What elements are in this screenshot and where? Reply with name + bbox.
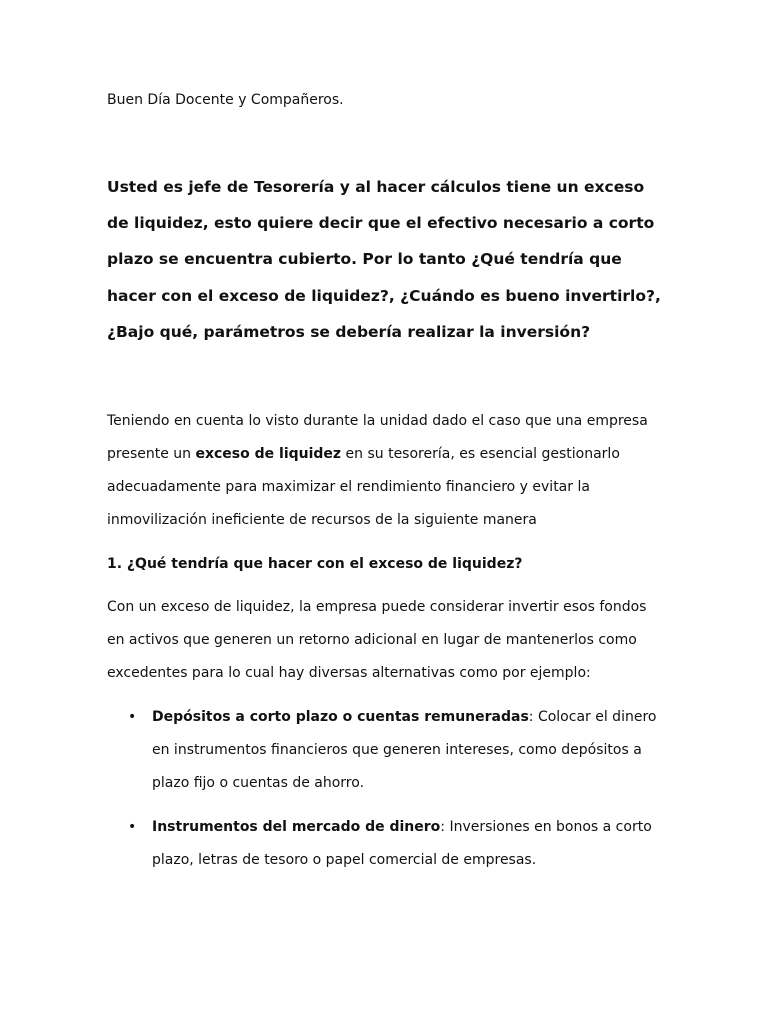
intro-bold-term: exceso de liquidez — [195, 446, 342, 462]
list-item-text: : Colocar el dinero en instrumentos financieros que generen intereses, como depósitos a plazo fijo o cuentas de ahorro. — [152, 709, 657, 791]
intro-text-before: Teniendo en cuenta lo visto durante la unidad dado el caso que una empresa presente un — [107, 413, 648, 462]
intro-text-after: en su tesorería, es esencial gestionarlo adecuadamente para maximizar el rendimiento financiero y evitar la inmovilización ineficiente de recursos de la siguiente manera — [107, 446, 620, 528]
section-1-answer: Con un exceso de liquidez, la empresa puede considerar invertir esos fondos en activos que generen un retorno adicional en lugar de mantenerlos como excedentes para lo cual hay diversas alternativas como por ejemplo: — [107, 599, 647, 681]
section-1-heading: 1. ¿Qué tendría que hacer con el exceso de liquidez? — [107, 556, 523, 572]
investment-options-list — [107, 701, 667, 888]
assignment-question: Usted es jefe de Tesorería y al hacer cálculos tiene un exceso de liquidez, esto quiere decir que el efectivo necesario a corto plazo se encuentra cubierto. Por lo tanto ¿Qué tendría que hacer con el exceso de liquidez?, ¿Cuándo es bueno invertirlo?, ¿Bajo qué, parámetros se debería realizar la inversión? — [107, 178, 661, 341]
list-item — [107, 701, 667, 800]
list-item-title: Depósitos a corto plazo o cuentas remuneradas — [152, 709, 529, 725]
list-item-title: Instrumentos del mercado de dinero — [152, 819, 441, 835]
list-item — [107, 811, 667, 877]
bullet-icon: • — [128, 709, 137, 725]
list-item-text: : Inversiones en bonos a corto plazo, letras de tesoro o papel comercial de empresas. — [152, 819, 652, 868]
bullet-icon: • — [128, 819, 137, 835]
greeting-text: Buen Día Docente y Compañeros. — [107, 92, 344, 108]
intro-paragraph — [107, 405, 667, 537]
